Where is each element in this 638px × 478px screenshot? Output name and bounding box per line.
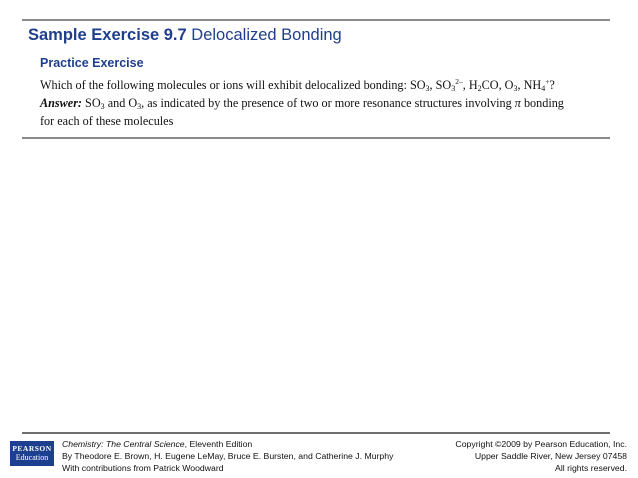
rights-line: All rights reserved. xyxy=(555,463,627,473)
answer-line: Answer: $SO_3$ and $O_3$, as indicated by the presence of two or more resonance structures involving π bonding xyxy=(40,96,564,111)
address-line: Upper Saddle River, New Jersey 07458 xyxy=(474,451,627,461)
pi-symbol: π xyxy=(514,96,521,110)
contributions-line: With contributions from Patrick Woodward xyxy=(62,463,224,473)
footer-divider xyxy=(22,432,610,434)
content-divider xyxy=(22,137,610,139)
title-exercise-number: Sample Exercise 9.7 xyxy=(28,26,187,44)
species-h2co: $H_2CO$ xyxy=(468,78,499,93)
book-title-line: Chemistry: The Central Science, Eleventh Edition xyxy=(62,439,253,449)
answer-line-2: for each of these molecules xyxy=(40,114,174,128)
authors-line: By Theodore E. Brown, H. Eugene LeMay, Bruce E. Bursten, and Catherine J. Murphy xyxy=(62,451,394,461)
species-so3-2minus: $SO_3^{2-}$ xyxy=(435,77,463,93)
exercise-body xyxy=(40,76,600,130)
species-nh4-plus: $NH_4^+$ xyxy=(523,77,550,93)
footer-copyright xyxy=(455,438,627,474)
footer-citation xyxy=(62,438,393,474)
logo-line-2: Education xyxy=(15,453,49,462)
logo-line-1: PEARSON xyxy=(12,444,52,453)
answer-text: , as indicated by the presence of two or more resonance structures involving xyxy=(141,96,515,110)
slide-title xyxy=(28,26,342,45)
answer-label: Answer: xyxy=(40,96,82,110)
title-topic: Delocalized Bonding xyxy=(191,26,342,44)
top-divider xyxy=(22,19,610,21)
copyright-line: Copyright ©2009 by Pearson Education, Inc. xyxy=(455,439,627,449)
question-text: Which of the following molecules or ions will exhibit delocalized bonding: xyxy=(40,78,410,92)
question-line: Which of the following molecules or ions will exhibit delocalized bonding: $SO_3$, $SO_3^{2-}$, $H_2CO$, $O_3$, $NH_4^+$? xyxy=(40,77,555,93)
species-so3: $SO_3$ xyxy=(409,78,430,93)
section-heading: Practice Exercise xyxy=(40,56,144,70)
pearson-logo xyxy=(10,441,54,466)
species-o3: $O_3$ xyxy=(504,78,518,93)
